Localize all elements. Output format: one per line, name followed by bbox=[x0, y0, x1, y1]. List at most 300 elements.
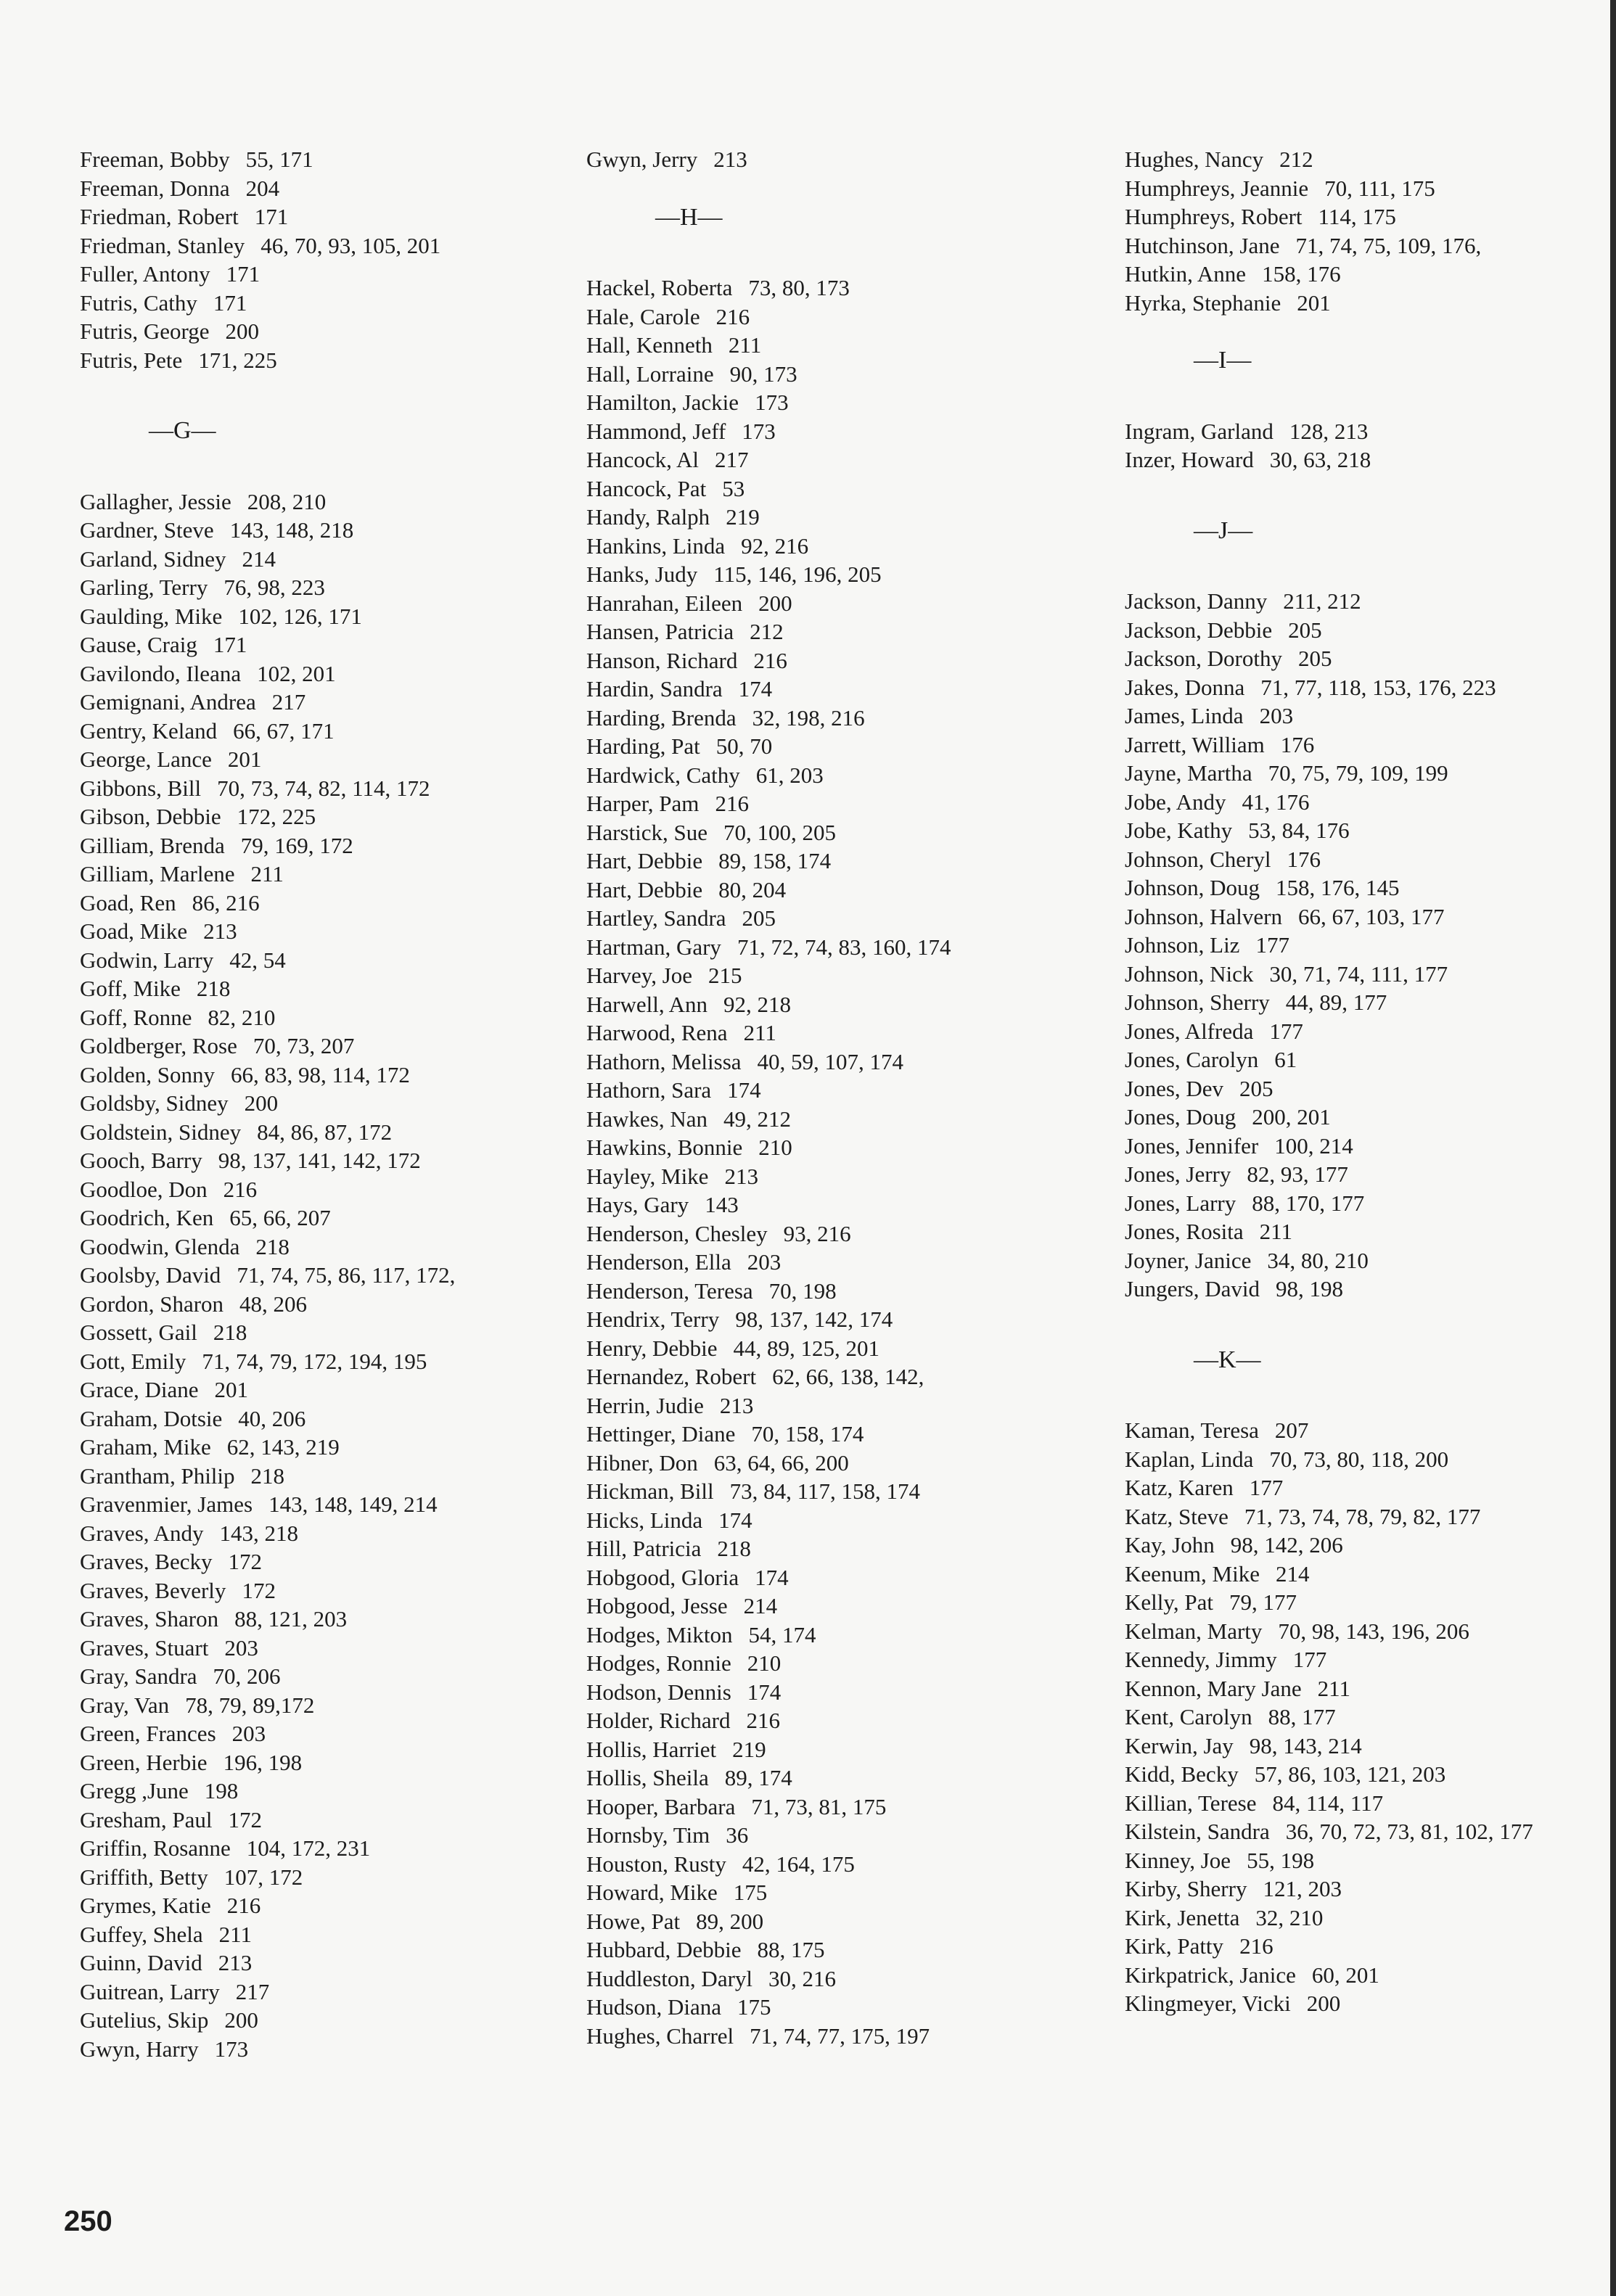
entry-name: Gray, Van bbox=[80, 1692, 170, 1718]
entry-pages: 213 bbox=[719, 1392, 754, 1418]
index-entry bbox=[1125, 1017, 1616, 1046]
index-entry bbox=[80, 774, 573, 803]
entry-name: Kennedy, Jimmy bbox=[1125, 1647, 1277, 1672]
index-entry bbox=[1125, 145, 1616, 174]
index-entry bbox=[1125, 1275, 1616, 1304]
entry-pages: 174 bbox=[727, 1077, 761, 1103]
index-entry bbox=[586, 1563, 1080, 1592]
index-entry bbox=[1125, 587, 1616, 616]
entry-pages: 128, 213 bbox=[1289, 418, 1369, 444]
entry-name: Kennon, Mary Jane bbox=[1125, 1675, 1302, 1701]
entry-name: Kirk, Jenetta bbox=[1125, 1904, 1240, 1930]
entry-name: Gwyn, Jerry bbox=[586, 147, 698, 172]
index-entry bbox=[1125, 1961, 1616, 1990]
entry-name: Hardin, Sandra bbox=[586, 676, 723, 701]
index-entry bbox=[1125, 1132, 1616, 1161]
entry-pages: 143, 218 bbox=[219, 1520, 298, 1546]
entry-pages: 171 bbox=[226, 261, 261, 287]
entry-pages: 171 bbox=[254, 204, 289, 229]
entry-name: Hickman, Bill bbox=[586, 1478, 714, 1504]
entry-pages: 216 bbox=[226, 1893, 261, 1918]
entry-name: Keenum, Mike bbox=[1125, 1560, 1260, 1587]
index-entry bbox=[80, 1719, 573, 1748]
entry-name: Futris, Cathy bbox=[80, 289, 197, 316]
entry-name: Jungers, David bbox=[1125, 1276, 1260, 1301]
index-entry bbox=[1125, 1846, 1616, 1875]
entry-pages: 55, 171 bbox=[245, 147, 313, 172]
entry-pages: 172 bbox=[242, 1577, 276, 1603]
index-entry bbox=[80, 802, 573, 831]
index-entry bbox=[1125, 417, 1616, 446]
index-entry bbox=[586, 1735, 1080, 1764]
entry-pages: 89, 200 bbox=[696, 1908, 764, 1934]
entry-pages: 174 bbox=[738, 676, 773, 701]
index-entry bbox=[586, 732, 1080, 761]
entry-pages: 71, 74, 77, 175, 197 bbox=[750, 2023, 930, 2049]
entry-name: Gravenmier, James bbox=[80, 1491, 253, 1517]
entry-pages: 158, 176 bbox=[1262, 261, 1341, 287]
index-entry bbox=[1125, 1189, 1616, 1218]
entry-name: Hale, Carole bbox=[586, 303, 700, 329]
entry-name: Goldstein, Sidney bbox=[80, 1119, 242, 1145]
index-entry bbox=[586, 1506, 1080, 1535]
entry-pages: 115, 146, 196, 205 bbox=[713, 561, 882, 587]
entry-pages: 70, 73, 80, 118, 200 bbox=[1269, 1446, 1449, 1472]
entry-name: Kinney, Joe bbox=[1125, 1847, 1231, 1873]
section-letter-header bbox=[1125, 517, 1616, 546]
index-entry bbox=[1125, 1703, 1616, 1732]
entry-pages: 89, 174 bbox=[724, 1765, 792, 1790]
entry-pages: 176 bbox=[1287, 846, 1321, 872]
entry-name: Katz, Steve bbox=[1125, 1503, 1229, 1529]
entry-pages: 70, 98, 143, 196, 206 bbox=[1278, 1618, 1469, 1644]
entry-pages: 177 bbox=[1269, 1018, 1303, 1044]
entry-name: Harvey, Joe bbox=[586, 963, 693, 988]
entry-pages: 213 bbox=[218, 1950, 253, 1975]
entry-name: Hathorn, Melissa bbox=[586, 1048, 742, 1074]
entry-name: Goolsby, David bbox=[80, 1262, 221, 1288]
index-entry bbox=[80, 1891, 573, 1920]
index-entry bbox=[586, 876, 1080, 905]
entry-pages: 65, 66, 207 bbox=[229, 1205, 331, 1230]
entry-pages: 102, 201 bbox=[257, 660, 336, 686]
entry-name: Johnson, Cheryl bbox=[1125, 846, 1271, 872]
entry-name: Hyrka, Stephanie bbox=[1125, 289, 1281, 316]
entry-name: Guffey, Shela bbox=[80, 1921, 203, 1947]
entry-name: Hollis, Sheila bbox=[586, 1765, 709, 1790]
entry-pages: 71, 73, 74, 78, 79, 82, 177 bbox=[1244, 1503, 1481, 1529]
entry-pages: 82, 93, 177 bbox=[1247, 1161, 1348, 1187]
entry-name: Huddleston, Daryl bbox=[586, 1965, 753, 1991]
index-entry bbox=[586, 675, 1080, 704]
entry-pages: 98, 142, 206 bbox=[1230, 1532, 1343, 1558]
entry-name: Goad, Mike bbox=[80, 918, 188, 944]
entry-pages: 32, 210 bbox=[1255, 1904, 1324, 1930]
entry-name: Gray, Sandra bbox=[80, 1663, 197, 1689]
entry-name: Goodloe, Don bbox=[80, 1176, 208, 1202]
index-entry bbox=[80, 1003, 573, 1032]
entry-name: Hooper, Barbara bbox=[586, 1793, 736, 1819]
index-entry bbox=[80, 174, 573, 203]
entry-name: Gaulding, Mike bbox=[80, 603, 223, 629]
index-entry bbox=[80, 231, 573, 260]
index-entry bbox=[80, 1490, 573, 1519]
index-entry bbox=[1125, 1531, 1616, 1560]
index-entry bbox=[586, 1133, 1080, 1162]
entry-pages: 143, 148, 218 bbox=[229, 517, 354, 543]
entry-name: Jakes, Donna bbox=[1125, 674, 1245, 700]
index-entry bbox=[1125, 988, 1616, 1017]
index-entry bbox=[80, 1290, 573, 1319]
entry-pages: 71, 73, 81, 175 bbox=[751, 1793, 887, 1819]
entry-name: Johnson, Liz bbox=[1125, 932, 1240, 958]
entry-name: Hughes, Nancy bbox=[1125, 147, 1264, 172]
index-entry bbox=[1125, 673, 1616, 702]
index-entry bbox=[80, 1462, 573, 1491]
entry-name: Goff, Mike bbox=[80, 976, 181, 1001]
index-entry bbox=[1125, 1445, 1616, 1474]
entry-pages: 200 bbox=[224, 2007, 258, 2033]
entry-pages: 200 bbox=[1306, 1991, 1341, 2016]
section-letter: —I— bbox=[1194, 347, 1252, 374]
entry-pages: 88, 121, 203 bbox=[234, 1606, 348, 1632]
entry-pages: 175 bbox=[737, 1994, 771, 2020]
entry-pages: 42, 164, 175 bbox=[742, 1851, 855, 1877]
entry-name: Kilstein, Sandra bbox=[1125, 1819, 1270, 1844]
entry-pages: 70, 73, 74, 82, 114, 172 bbox=[217, 775, 430, 801]
entry-pages: 211 bbox=[250, 861, 284, 886]
entry-name: Jobe, Kathy bbox=[1125, 818, 1233, 843]
entry-pages: 70, 111, 175 bbox=[1324, 175, 1435, 201]
index-entry bbox=[586, 273, 1080, 303]
entry-name: Hendrix, Terry bbox=[586, 1307, 720, 1332]
entry-pages: 210 bbox=[747, 1650, 782, 1676]
entry-name: Hartman, Gary bbox=[586, 934, 721, 960]
entry-pages: 84, 86, 87, 172 bbox=[257, 1119, 393, 1145]
index-entry bbox=[1125, 902, 1616, 931]
entry-name: James, Linda bbox=[1125, 703, 1244, 728]
entry-pages: 71, 77, 118, 153, 176, 223 bbox=[1260, 674, 1496, 700]
index-entry bbox=[80, 516, 573, 545]
index-entry bbox=[586, 303, 1080, 332]
index-entry bbox=[1125, 1502, 1616, 1531]
entry-name: Kelman, Marty bbox=[1125, 1618, 1263, 1644]
index-entry bbox=[80, 974, 573, 1003]
entry-pages: 208, 210 bbox=[247, 488, 327, 514]
entry-name: Graves, Andy bbox=[80, 1520, 204, 1546]
entry-pages: 46, 70, 93, 105, 201 bbox=[261, 232, 441, 258]
entry-pages: 44, 89, 177 bbox=[1285, 989, 1387, 1015]
entry-pages: 34, 80, 210 bbox=[1267, 1247, 1369, 1273]
index-entry bbox=[1125, 231, 1616, 260]
index-entry bbox=[80, 346, 573, 375]
entry-name: Guitrean, Larry bbox=[80, 1978, 220, 2004]
entry-pages: 66, 67, 103, 177 bbox=[1297, 903, 1445, 929]
index-entry bbox=[586, 589, 1080, 618]
entry-name: Hicks, Linda bbox=[586, 1507, 703, 1533]
entry-name: Hancock, Pat bbox=[586, 475, 707, 501]
entry-pages: 86, 216 bbox=[192, 889, 260, 915]
entry-pages: 216 bbox=[223, 1176, 258, 1202]
index-entry bbox=[586, 1935, 1080, 1964]
entry-name: Graves, Stuart bbox=[80, 1634, 209, 1661]
entry-name: Hodson, Dennis bbox=[586, 1679, 731, 1705]
index-entry bbox=[1125, 1103, 1616, 1132]
index-entry bbox=[1125, 1732, 1616, 1761]
entry-pages: 204 bbox=[245, 175, 280, 201]
entry-pages: 203 bbox=[1259, 703, 1294, 728]
entry-name: Gott, Emily bbox=[80, 1348, 186, 1374]
entry-pages: 216 bbox=[715, 791, 749, 816]
index-entry bbox=[586, 1878, 1080, 1907]
entry-name: Herrin, Judie bbox=[586, 1392, 704, 1418]
entry-pages: 98, 137, 141, 142, 172 bbox=[218, 1148, 421, 1173]
index-entry bbox=[80, 487, 573, 517]
entry-name: Howe, Pat bbox=[586, 1908, 681, 1934]
entry-pages: 200 bbox=[225, 318, 260, 344]
index-entry bbox=[586, 445, 1080, 474]
entry-name: Hobgood, Jesse bbox=[586, 1593, 728, 1618]
entry-pages: 212 bbox=[750, 619, 784, 644]
index-entry bbox=[586, 1621, 1080, 1650]
entry-name: Houston, Rusty bbox=[586, 1851, 726, 1877]
entry-pages: 70, 198 bbox=[768, 1277, 837, 1304]
entry-name: Hill, Patricia bbox=[586, 1536, 702, 1561]
index-entry bbox=[80, 2035, 573, 2064]
entry-pages: 216 bbox=[1239, 1933, 1273, 1959]
index-entry bbox=[80, 630, 573, 659]
index-entry bbox=[80, 1605, 573, 1634]
entry-pages: 80, 204 bbox=[718, 876, 787, 902]
entry-name: Gordon, Sharon bbox=[80, 1291, 224, 1317]
entry-pages: 215 bbox=[708, 963, 742, 988]
entry-name: Jones, Doug bbox=[1125, 1104, 1236, 1130]
entry-name: Hawkes, Nan bbox=[586, 1106, 708, 1132]
entry-pages: 40, 59, 107, 174 bbox=[757, 1048, 904, 1074]
entry-name: Hackel, Roberta bbox=[586, 275, 733, 300]
entry-name: Kirby, Sherry bbox=[1125, 1876, 1247, 1901]
entry-name: Kent, Carolyn bbox=[1125, 1704, 1252, 1729]
index-entry bbox=[80, 1318, 573, 1347]
entry-name: Inzer, Howard bbox=[1125, 447, 1254, 472]
entry-name: Gregg ,June bbox=[80, 1778, 189, 1803]
index-entry bbox=[80, 573, 573, 602]
entry-name: Gooch, Barry bbox=[80, 1148, 202, 1173]
entry-pages: 78, 79, 89,172 bbox=[185, 1692, 315, 1718]
entry-pages: 218 bbox=[250, 1462, 285, 1489]
index-entry bbox=[586, 388, 1080, 417]
entry-name: Henderson, Chesley bbox=[586, 1220, 768, 1246]
entry-pages: 203 bbox=[224, 1634, 258, 1661]
entry-pages: 53, 84, 176 bbox=[1248, 818, 1350, 843]
entry-name: Kaplan, Linda bbox=[1125, 1446, 1254, 1472]
index-entry bbox=[1125, 1045, 1616, 1074]
entry-name: Humphreys, Robert bbox=[1125, 204, 1303, 229]
entry-pages: 55, 198 bbox=[1247, 1847, 1315, 1873]
index-entry bbox=[1125, 1875, 1616, 1904]
entry-pages: 219 bbox=[726, 504, 760, 530]
entry-pages: 214 bbox=[242, 546, 276, 572]
index-entry bbox=[586, 1764, 1080, 1793]
entry-name: Gallagher, Jessie bbox=[80, 488, 231, 514]
index-entry bbox=[80, 1203, 573, 1233]
index-entry bbox=[80, 545, 573, 574]
index-entry bbox=[1125, 289, 1616, 318]
entry-pages: 50, 70 bbox=[715, 733, 773, 759]
entry-pages: 218 bbox=[717, 1536, 751, 1561]
index-entry bbox=[586, 761, 1080, 790]
entry-name: Fuller, Antony bbox=[80, 261, 210, 287]
entry-name: Kirk, Patty bbox=[1125, 1933, 1224, 1959]
entry-pages: 177 bbox=[1292, 1647, 1327, 1672]
entry-pages: 174 bbox=[755, 1564, 789, 1590]
entry-pages: 213 bbox=[724, 1163, 758, 1189]
index-entry bbox=[586, 818, 1080, 847]
index-entry bbox=[80, 1146, 573, 1175]
entry-pages: 73, 80, 173 bbox=[748, 275, 850, 300]
index-entry bbox=[80, 145, 573, 174]
entry-name: Hughes, Charrel bbox=[586, 2023, 734, 2049]
entry-name: Gause, Craig bbox=[80, 632, 197, 657]
index-entry bbox=[80, 602, 573, 631]
index-entry bbox=[80, 831, 573, 860]
section-letter-header bbox=[1125, 1346, 1616, 1375]
entry-name: Harper, Pam bbox=[586, 791, 700, 816]
section-letter: —K— bbox=[1194, 1346, 1261, 1373]
index-entry bbox=[80, 2006, 573, 2035]
index-entry bbox=[586, 145, 1080, 174]
entry-name: Grantham, Philip bbox=[80, 1462, 235, 1489]
index-entry bbox=[1125, 1989, 1616, 2018]
entry-pages: 76, 98, 223 bbox=[223, 575, 325, 600]
entry-name: Gardner, Steve bbox=[80, 517, 214, 543]
index-entry bbox=[80, 1261, 573, 1290]
entry-name: Harstick, Sue bbox=[586, 819, 708, 845]
entry-name: Hall, Kenneth bbox=[586, 332, 713, 358]
entry-pages: 200 bbox=[244, 1090, 279, 1116]
entry-name: Hodges, Mikton bbox=[586, 1621, 733, 1647]
index-entry bbox=[586, 1190, 1080, 1219]
entry-pages: 61 bbox=[1274, 1047, 1297, 1072]
entry-pages: 36, 70, 72, 73, 81, 102, 177 bbox=[1285, 1819, 1533, 1844]
entry-name: Freeman, Bobby bbox=[80, 147, 230, 172]
entry-pages: 40, 206 bbox=[238, 1405, 306, 1431]
entry-name: Golden, Sonny bbox=[80, 1061, 215, 1087]
index-entry bbox=[80, 260, 573, 289]
entry-name: Henderson, Teresa bbox=[586, 1277, 753, 1304]
index-entry bbox=[586, 990, 1080, 1019]
entry-pages: 196, 198 bbox=[223, 1749, 303, 1775]
entry-pages: 218 bbox=[196, 976, 231, 1001]
index-entry bbox=[586, 1534, 1080, 1563]
entry-pages: 216 bbox=[753, 647, 787, 673]
entry-pages: 98, 143, 214 bbox=[1249, 1732, 1362, 1758]
index-entry bbox=[586, 1305, 1080, 1334]
index-entry bbox=[586, 1334, 1080, 1363]
index-entry bbox=[80, 1777, 573, 1806]
index-entry bbox=[1125, 931, 1616, 960]
entry-name: Hancock, Al bbox=[586, 447, 699, 472]
entry-name: Hodges, Ronnie bbox=[586, 1650, 731, 1676]
entry-name: Goldsby, Sidney bbox=[80, 1090, 229, 1116]
index-entry bbox=[1125, 1932, 1616, 1961]
entry-name: Gresham, Paul bbox=[80, 1806, 213, 1832]
entry-name: Handy, Ralph bbox=[586, 504, 710, 530]
entry-name: Guinn, David bbox=[80, 1950, 202, 1975]
entry-name: Gilliam, Marlene bbox=[80, 861, 235, 886]
index-entry bbox=[586, 646, 1080, 675]
index-entry bbox=[80, 946, 573, 975]
entry-name: Goodwin, Glenda bbox=[80, 1233, 240, 1259]
entry-name: Hobgood, Gloria bbox=[586, 1564, 739, 1590]
entry-pages: 84, 114, 117 bbox=[1272, 1790, 1384, 1816]
entry-pages: 70, 75, 79, 109, 199 bbox=[1268, 760, 1448, 786]
entry-name: Humphreys, Jeannie bbox=[1125, 175, 1309, 201]
index-entry bbox=[586, 1362, 1080, 1391]
entry-pages: 205 bbox=[1297, 646, 1332, 671]
entry-pages: 143 bbox=[705, 1192, 739, 1217]
index-entry bbox=[80, 688, 573, 717]
index-entry bbox=[1125, 1588, 1616, 1617]
entry-pages: 207 bbox=[1274, 1417, 1309, 1443]
index-entry bbox=[586, 417, 1080, 446]
entry-name: Hankins, Linda bbox=[586, 532, 726, 559]
entry-pages: 71, 74, 79, 172, 194, 195 bbox=[202, 1348, 427, 1374]
entry-pages: 158, 176, 145 bbox=[1276, 875, 1400, 900]
index-entry bbox=[586, 1477, 1080, 1506]
index-entry bbox=[1125, 174, 1616, 203]
entry-pages: 211 bbox=[1317, 1675, 1350, 1701]
entry-pages: 71, 72, 74, 83, 160, 174 bbox=[737, 934, 951, 960]
entry-pages: 30, 63, 218 bbox=[1269, 447, 1371, 472]
entry-pages: 174 bbox=[747, 1679, 782, 1705]
entry-name: Hernandez, Robert bbox=[586, 1364, 757, 1389]
entry-name: Kirkpatrick, Janice bbox=[1125, 1962, 1296, 1988]
entry-pages: 173 bbox=[742, 418, 776, 444]
section-letter-header bbox=[1125, 346, 1616, 375]
index-entry bbox=[586, 1793, 1080, 1822]
index-entry bbox=[586, 1019, 1080, 1048]
index-entry bbox=[80, 860, 573, 889]
entry-name: Goff, Ronne bbox=[80, 1004, 192, 1030]
entry-pages: 41, 176 bbox=[1242, 789, 1310, 815]
index-entry bbox=[1125, 1473, 1616, 1502]
entry-pages: 143, 148, 149, 214 bbox=[268, 1491, 438, 1517]
index-entry bbox=[586, 1993, 1080, 2022]
index-entry bbox=[80, 1634, 573, 1663]
entry-name: Graham, Mike bbox=[80, 1434, 211, 1460]
entry-pages: 32, 198, 216 bbox=[752, 704, 865, 731]
entry-pages: 217 bbox=[271, 689, 306, 715]
entry-name: Gutelius, Skip bbox=[80, 2007, 209, 2033]
entry-pages: 172 bbox=[228, 1806, 263, 1832]
entry-name: Jones, Dev bbox=[1125, 1075, 1224, 1101]
index-entry bbox=[586, 1277, 1080, 1306]
index-entry bbox=[80, 1547, 573, 1576]
index-entry bbox=[586, 1219, 1080, 1248]
entry-pages: 66, 83, 98, 114, 172 bbox=[231, 1061, 410, 1087]
index-entry bbox=[80, 1089, 573, 1118]
entry-pages: 205 bbox=[1239, 1075, 1273, 1101]
index-entry bbox=[1125, 1760, 1616, 1789]
index-entry bbox=[1125, 788, 1616, 817]
index-entry bbox=[586, 503, 1080, 532]
entry-name: Jones, Jennifer bbox=[1125, 1132, 1259, 1159]
index-entry bbox=[80, 1433, 573, 1462]
entry-name: Jones, Alfreda bbox=[1125, 1018, 1254, 1044]
index-entry bbox=[80, 917, 573, 946]
entry-pages: 205 bbox=[742, 905, 776, 931]
